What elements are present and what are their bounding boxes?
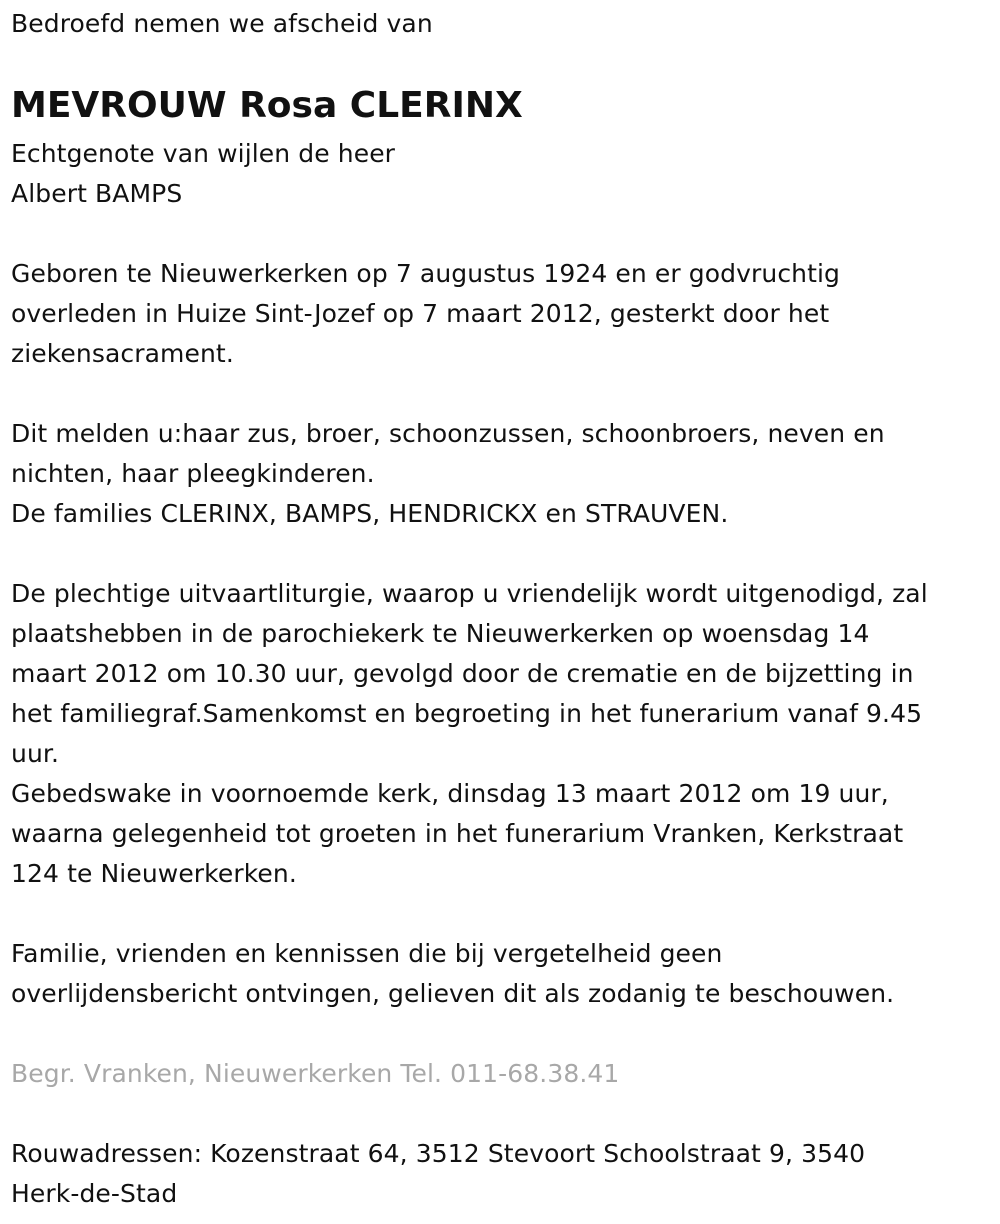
closing-line-2: overlijdensbericht ontvingen, gelieven dit als zodanig te beschouwen. xyxy=(11,979,895,1008)
deceased-name: MEVROUW Rosa CLERINX xyxy=(11,85,523,126)
addresses-line-2: Herk-de-Stad xyxy=(11,1179,178,1208)
announcers-line-1: Dit melden u:haar zus, broer, schoonzussen, schoonbroers, neven en xyxy=(11,419,885,448)
funeral-line-2: plaatshebben in de parochiekerk te Nieuwerkerken op woensdag 14 xyxy=(11,619,870,648)
funeral-line-7: waarna gelegenheid tot groeten in het funerarium Vranken, Kerkstraat xyxy=(11,819,904,848)
announcers-line-2: nichten, haar pleegkinderen. xyxy=(11,459,375,488)
addresses-line-1: Rouwadressen: Kozenstraat 64, 3512 Stevoort Schoolstraat 9, 3540 xyxy=(11,1139,866,1168)
birth-death-line-2: overleden in Huize Sint-Jozef op 7 maart 2012, gesterkt door het xyxy=(11,299,830,328)
closing-line-1: Familie, vrienden en kennissen die bij vergetelheid geen xyxy=(11,939,723,968)
spouse-line-1: Echtgenote van wijlen de heer xyxy=(11,139,396,168)
funeral-line-1: De plechtige uitvaartliturgie, waarop u vriendelijk wordt uitgenodigd, zal xyxy=(11,579,928,608)
birth-death-line-1: Geboren te Nieuwerkerken op 7 augustus 1924 en er godvruchtig xyxy=(11,259,841,288)
funeral-line-4: het familiegraf.Samenkomst en begroeting in het funerarium vanaf 9.45 xyxy=(11,699,923,728)
undertaker-text: Begr. Vranken, Nieuwerkerken Tel. 011-68.38.41 xyxy=(11,1059,620,1088)
funeral-line-8: 124 te Nieuwerkerken. xyxy=(11,859,297,888)
intro-text: Bedroefd nemen we afscheid van xyxy=(11,9,433,38)
funeral-line-3: maart 2012 om 10.30 uur, gevolgd door de crematie en de bijzetting in xyxy=(11,659,914,688)
announcers-line-3: De families CLERINX, BAMPS, HENDRICKX en STRAUVEN. xyxy=(11,499,729,528)
spouse-line-2: Albert BAMPS xyxy=(11,179,183,208)
funeral-line-6: Gebedswake in voornoemde kerk, dinsdag 13 maart 2012 om 19 uur, xyxy=(11,779,889,808)
funeral-line-5: uur. xyxy=(11,739,60,768)
birth-death-line-3: ziekensacrament. xyxy=(11,339,234,368)
